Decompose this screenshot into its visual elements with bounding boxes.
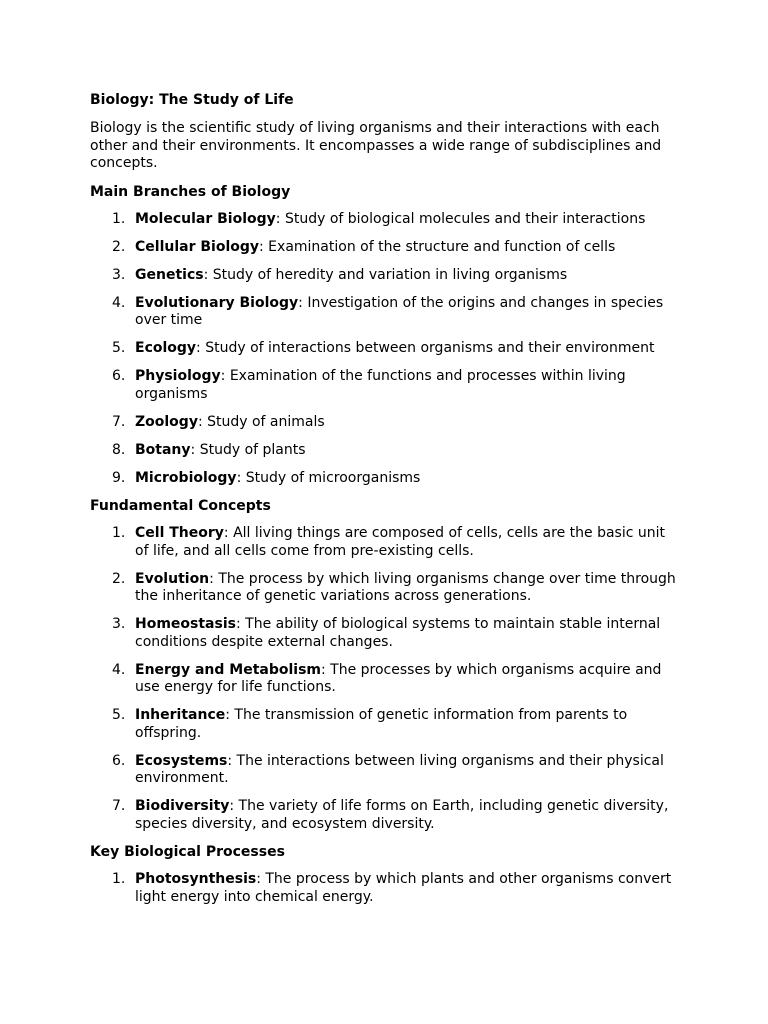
item-number: 6. — [112, 752, 126, 769]
item-number: 2. — [112, 570, 126, 587]
list-item — [90, 267, 678, 285]
numbered-list — [90, 871, 678, 906]
item-description: : Study of plants — [190, 441, 306, 458]
item-term: Biodiversity — [135, 798, 230, 814]
item-term: Ecosystems — [135, 752, 228, 769]
item-term: Zoology — [135, 413, 198, 430]
item-term: Inheritance — [135, 707, 226, 723]
item-number: 3. — [112, 616, 126, 632]
numbered-list — [90, 211, 678, 488]
item-description: : The process by which plants and other organisms convert light energy into chemical energy. — [135, 871, 672, 905]
list-item — [90, 571, 678, 606]
item-number: 7. — [112, 798, 126, 814]
item-description: : Study of heredity and variation in living organisms — [203, 266, 568, 283]
item-description: : The variety of life forms on Earth, including genetic diversity, species diversity, and ecosystem diversity. — [135, 798, 669, 832]
item-description: : The processes by which organisms acquire and use energy for life functions. — [135, 661, 662, 695]
numbered-list — [90, 525, 678, 833]
item-description: : Study of animals — [197, 413, 325, 430]
item-term: Molecular Biology — [135, 210, 276, 227]
item-description: : Study of microorganisms — [236, 469, 421, 486]
item-description: : The transmission of genetic information from parents to offspring. — [135, 707, 628, 741]
item-term: Genetics — [135, 266, 204, 283]
item-number: 7. — [112, 413, 126, 430]
list-item — [90, 707, 678, 742]
page-title: Biology: The Study of Life — [90, 92, 294, 108]
item-number: 5. — [112, 707, 126, 723]
item-term: Homeostasis — [135, 616, 236, 632]
item-term: Cell Theory — [135, 525, 224, 541]
item-number: 4. — [112, 294, 126, 311]
list-item — [90, 662, 678, 697]
list-item — [90, 871, 678, 906]
list-item — [90, 239, 678, 257]
list-item — [90, 295, 678, 330]
section-heading: Key Biological Processes — [90, 844, 285, 860]
list-item — [90, 442, 678, 460]
item-term: Ecology — [135, 340, 197, 356]
item-description: : Examination of the functions and processes within living organisms — [135, 368, 626, 402]
list-item — [90, 753, 678, 788]
section-heading: Main Branches of Biology — [90, 183, 291, 200]
item-term: Botany — [135, 441, 191, 458]
section-main-branches — [90, 183, 678, 488]
item-number: 5. — [112, 340, 126, 356]
list-item — [90, 368, 678, 403]
list-item — [90, 616, 678, 651]
item-description: : The ability of biological systems to maintain stable internal conditions despite external changes. — [135, 616, 661, 650]
section-fundamental-concepts — [90, 497, 678, 833]
item-term: Cellular Biology — [135, 238, 260, 255]
list-item — [90, 798, 678, 833]
item-term: Evolutionary Biology — [135, 294, 299, 311]
item-description: : Examination of the structure and function of cells — [259, 238, 616, 255]
item-number: 1. — [112, 210, 126, 227]
item-description: : The interactions between living organisms and their physical environment. — [135, 752, 664, 786]
item-description: : All living things are composed of cells, cells are the basic unit of life, and all cells come from pre-existing cells. — [135, 525, 665, 559]
list-item — [90, 470, 678, 488]
item-number: 1. — [112, 525, 126, 541]
list-item — [90, 414, 678, 432]
item-number: 2. — [112, 238, 126, 255]
section-key-processes — [90, 843, 678, 906]
item-number: 3. — [112, 266, 126, 283]
section-heading: Fundamental Concepts — [90, 498, 271, 514]
list-item — [90, 340, 678, 358]
item-description: : Investigation of the origins and changes in species over time — [135, 294, 664, 328]
item-description: : The process by which living organisms change over time through the inheritance of genetic variations across generations. — [135, 570, 676, 604]
item-number: 1. — [112, 871, 126, 887]
item-term: Energy and Metabolism — [135, 661, 321, 678]
item-term: Photosynthesis — [135, 871, 257, 887]
item-number: 4. — [112, 661, 126, 678]
item-term: Evolution — [135, 570, 210, 587]
intro-paragraph: Biology is the scientific study of living organisms and their interactions with each other and their environments. It encompasses a wide range of subdisciplines and concepts. — [90, 120, 662, 171]
list-item — [90, 211, 678, 229]
item-number: 6. — [112, 368, 126, 384]
item-description: : Study of biological molecules and their interactions — [275, 210, 646, 227]
list-item — [90, 525, 678, 560]
item-description: : Study of interactions between organisms and their environment — [196, 340, 655, 356]
item-number: 8. — [112, 441, 126, 458]
item-term: Microbiology — [135, 469, 237, 486]
item-number: 9. — [112, 469, 126, 486]
item-term: Physiology — [135, 368, 221, 384]
